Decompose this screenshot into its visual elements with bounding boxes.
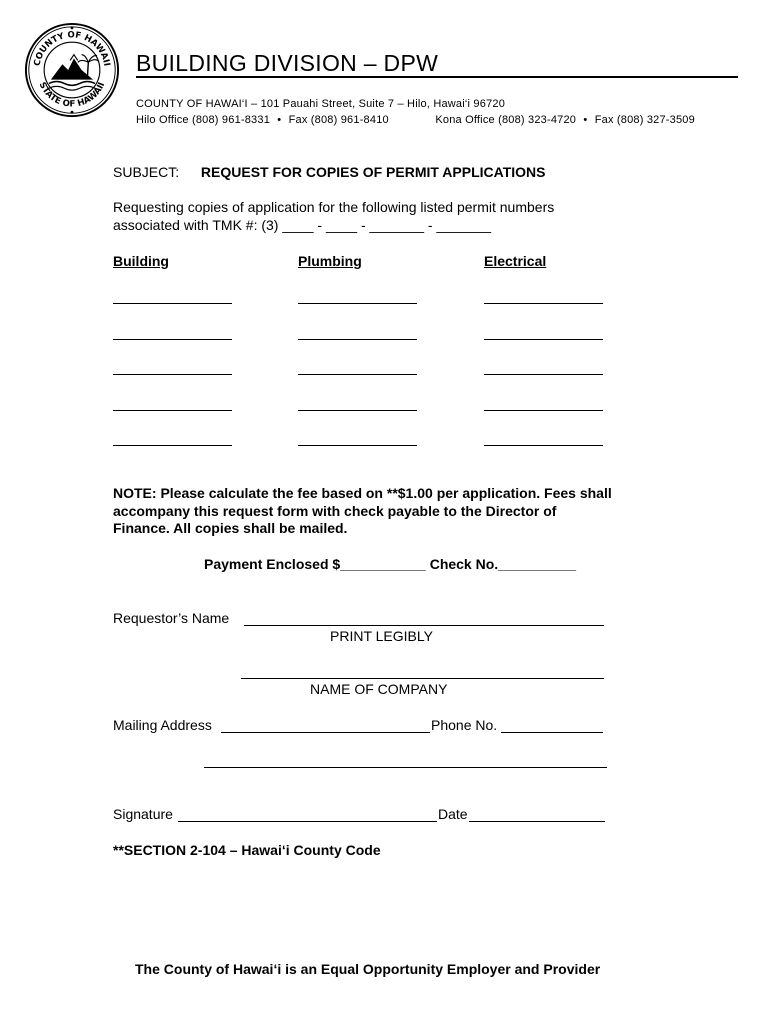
electrical-permit-field[interactable] bbox=[484, 303, 603, 304]
building-permit-field[interactable] bbox=[113, 445, 232, 446]
company-name-field[interactable] bbox=[241, 678, 604, 679]
request-line-2: associated with TMK #: (3) ____ - ____ - _______ - _______ bbox=[113, 217, 491, 233]
svg-text:COUNTY OF HAWAII: COUNTY OF HAWAII bbox=[32, 30, 112, 67]
note-line-3: Finance. All copies shall be mailed. bbox=[113, 520, 348, 536]
svg-text:STATE OF HAWAII: STATE OF HAWAII bbox=[36, 80, 108, 110]
section-reference: **SECTION 2-104 – Hawai‘i County Code bbox=[113, 842, 381, 858]
office-contacts bbox=[136, 114, 695, 126]
building-permit-field[interactable] bbox=[113, 374, 232, 375]
phone-field[interactable] bbox=[501, 732, 603, 733]
subject-line bbox=[113, 164, 546, 180]
requestor-name-field[interactable] bbox=[244, 625, 604, 626]
plumbing-permit-field[interactable] bbox=[298, 303, 417, 304]
electrical-permit-field[interactable] bbox=[484, 445, 603, 446]
header-divider bbox=[136, 76, 738, 78]
page-title: BUILDING DIVISION – DPW bbox=[136, 50, 439, 76]
building-permit-field[interactable] bbox=[113, 339, 232, 340]
county-seal-logo bbox=[24, 22, 120, 118]
mailing-address-line-2[interactable] bbox=[204, 767, 607, 768]
requestor-name-label: Requestor’s Name bbox=[113, 610, 230, 626]
bullet-separator: • bbox=[583, 114, 588, 126]
column-header-electrical: Electrical bbox=[484, 253, 547, 269]
company-name-caption: NAME OF COMPANY bbox=[310, 681, 448, 697]
date-field[interactable] bbox=[469, 821, 605, 822]
mailing-address-label: Mailing Address bbox=[113, 717, 212, 733]
mailing-address-field[interactable] bbox=[221, 732, 430, 733]
date-label: Date bbox=[438, 806, 468, 822]
footer-statement: The County of Hawai‘i is an Equal Opportunity Employer and Provider bbox=[135, 961, 601, 977]
electrical-permit-field[interactable] bbox=[484, 374, 603, 375]
payment-line: Payment Enclosed $___________ Check No.__________ bbox=[204, 556, 577, 572]
request-line-1: Requesting copies of application for the following listed permit numbers bbox=[113, 199, 555, 215]
subject-label: SUBJECT: bbox=[113, 164, 180, 180]
hilo-office-fax: Fax (808) 961-8410 bbox=[288, 114, 389, 126]
building-permit-field[interactable] bbox=[113, 410, 232, 411]
building-permit-field[interactable] bbox=[113, 303, 232, 304]
signature-field[interactable] bbox=[178, 821, 437, 822]
note-line-2: accompany this request form with check payable to the Director of bbox=[113, 503, 557, 519]
electrical-permit-field[interactable] bbox=[484, 339, 603, 340]
note-line-1: NOTE: Please calculate the fee based on **$1.00 per application. Fees shall bbox=[113, 485, 612, 501]
kona-office-fax: Fax (808) 327-3509 bbox=[594, 114, 695, 126]
print-legibly-caption: PRINT LEGIBLY bbox=[330, 628, 433, 644]
bullet-separator: • bbox=[277, 114, 282, 126]
plumbing-permit-field[interactable] bbox=[298, 410, 417, 411]
address-line: COUNTY OF HAWAI‘I – 101 Pauahi Street, Suite 7 – Hilo, Hawai‘i 96720 bbox=[136, 98, 506, 110]
plumbing-permit-field[interactable] bbox=[298, 445, 417, 446]
subject-text: REQUEST FOR COPIES OF PERMIT APPLICATIONS bbox=[200, 164, 546, 180]
signature-label: Signature bbox=[113, 806, 173, 822]
electrical-permit-field[interactable] bbox=[484, 410, 603, 411]
phone-label: Phone No. bbox=[431, 717, 498, 733]
plumbing-permit-field[interactable] bbox=[298, 339, 417, 340]
column-header-plumbing: Plumbing bbox=[298, 253, 362, 269]
kona-office-phone: Kona Office (808) 323-4720 bbox=[435, 114, 577, 126]
column-header-building: Building bbox=[113, 253, 169, 269]
hilo-office-phone: Hilo Office (808) 961-8331 bbox=[136, 114, 271, 126]
plumbing-permit-field[interactable] bbox=[298, 374, 417, 375]
